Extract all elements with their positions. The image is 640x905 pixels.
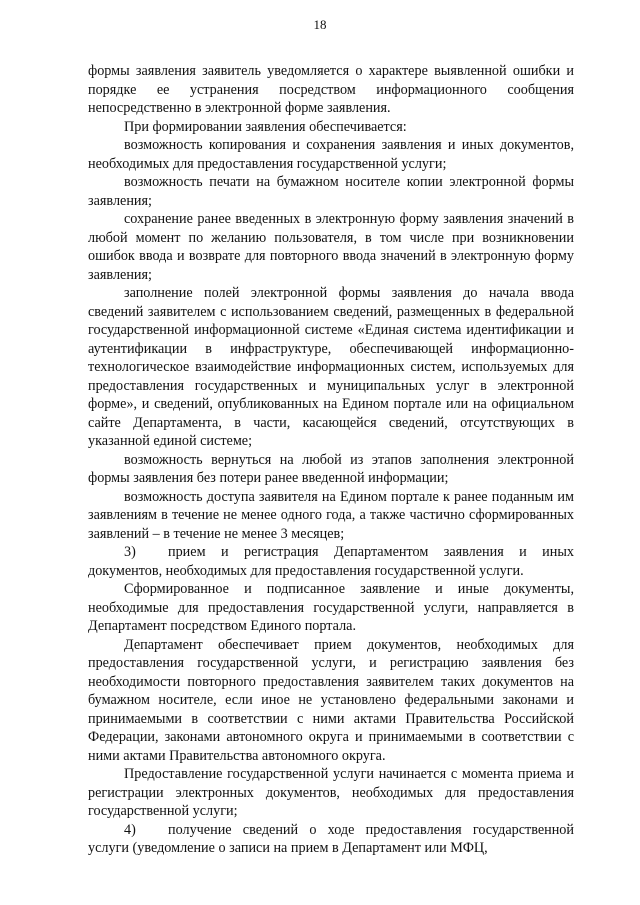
list-item-text: получение сведений о ходе предоставления государственной услуги (уведомление о записи на прием в Департамент или МФЦ,: [88, 821, 574, 856]
document-body: [88, 62, 574, 858]
list-item-number: 4): [124, 821, 136, 838]
paragraph-department-acceptance: Департамент обеспечивает прием документов, необходимых для предоставления государственной услуги, и регистрацию заявления без необходимости повторного предоставления заявителем таких документов на бумажном носителе, если иное не установлено федеральными законами и принимаемыми в соответствии с ними актами Правительства Российской Федерации, законами автономного округа и принимаемыми в соответствии с ними актами Правительства автономного округа.: [88, 636, 574, 764]
paragraph-error-notification: формы заявления заявитель уведомляется о характере выявленной ошибки и порядке ее устранения посредством информационного сообщения непосредственно в электронной форме заявления.: [88, 63, 574, 116]
paragraph-form-provides: При формировании заявления обеспечивается:: [124, 118, 407, 135]
paragraph-autofill: заполнение полей электронной формы заявления до начала ввода сведений заявителем с использованием сведений, размещенных в федеральной государственной информационной системе «Единая система идентификации и аутентификации в инфраструктуре, обеспечивающей информационно-технологическое взаимодействие информационных систем, используемых для предоставления государственных и муниципальных услуг в электронной форме», и сведений, опубликованных на Едином портале или на официальном сайте Департамента, в части, касающейся сведений, отсутствующих в указанной единой системе;: [88, 285, 574, 449]
paragraph-service-start: Предоставление государственной услуги начинается с момента приема и регистрации электронных документов, необходимых для предоставления государственной услуги;: [88, 766, 574, 819]
paragraph-return-step: возможность вернуться на любой из этапов заполнения электронной формы заявления без потери ранее введенной информации;: [88, 451, 574, 486]
page-number: 18: [313, 17, 327, 32]
paragraph-submission: Сформированное и подписанное заявление и иные документы, необходимые для предоставления государственной услуги, направляется в Департамент посредством Единого портала.: [88, 581, 574, 634]
list-item-text: прием и регистрация Департаментом заявления и иных документов, необходимых для предоставления государственной услуги.: [88, 544, 574, 579]
list-item-3: [88, 543, 574, 580]
list-item-4: [88, 821, 574, 858]
paragraph-save-values: сохранение ранее введенных в электронную форму заявления значений в любой момент по желанию пользователя, в том числе при возникновении ошибок ввода и возврате для повторного ввода значений в электронную форму заявления;: [88, 211, 574, 283]
paragraph-print: возможность печати на бумажном носителе копии электронной формы заявления;: [88, 174, 574, 209]
paragraph-copy-save: возможность копирования и сохранения заявления и иных документов, необходимых для предоставления государственной услуги;: [88, 137, 574, 172]
paragraph-access-applications: возможность доступа заявителя на Едином портале к ранее поданным им заявлениям в течение не менее одного года, а также частично сформированных заявлений – в течение не менее 3 месяцев;: [88, 488, 574, 542]
list-item-number: 3): [124, 544, 136, 560]
